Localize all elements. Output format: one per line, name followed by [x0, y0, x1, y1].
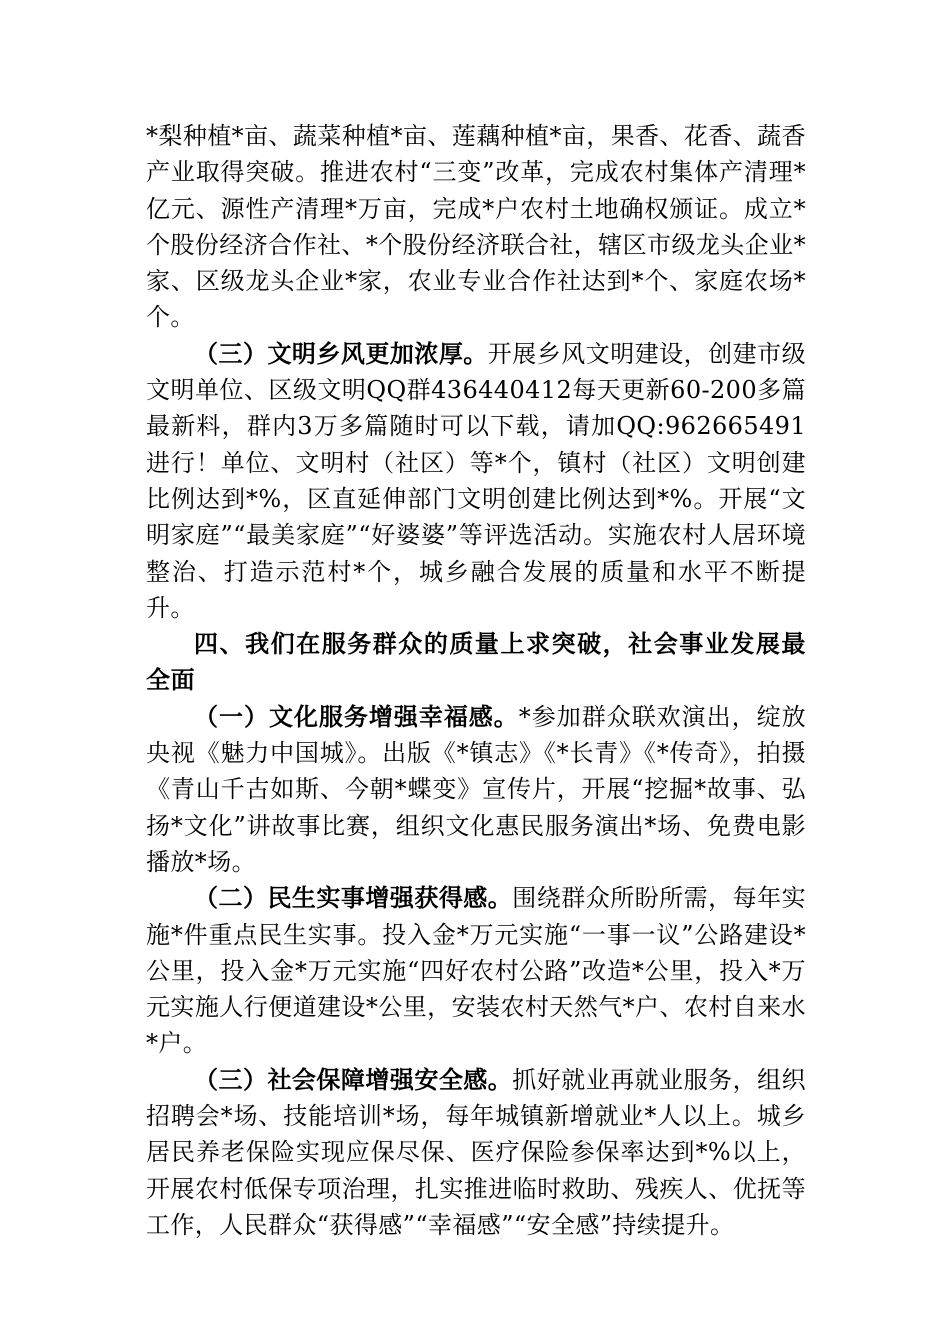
paragraph-livelihood	[146, 880, 806, 1061]
subheading-culture: （一）文化服务增强幸福感。	[194, 702, 519, 731]
paragraph-civilization-body: 开展乡风文明建设，创建市级文明单位、区级文明QQ群436440412每天更新60-200多篇最新料，群内3万多篇随时可以下载，请加QQ:962665491进行！单位、文明村（社区）等*个，镇村（社区）文明创建比例达到*%，区直延伸部门文明创建比例达到*%。开展“文明家庭”“最美家庭”“好婆婆”等评选活动。实施农村人居环境整治、打造示范村*个，城乡融合发展的质量和水平不断提升。	[146, 339, 806, 622]
paragraph-social-security-body: 抓好就业再就业服务，组织招聘会*场、技能培训*场，每年城镇新增就业*人以上。城乡居民养老保险实现应保尽保、医疗保险参保率达到*%以上，开展农村低保专项治理，扎实推进临时救助、残疾人、优抚等工作，人民群众“获得感”“幸福感”“安全感”持续提升。	[146, 1065, 806, 1239]
subheading-livelihood: （二）民生实事增强获得感。	[194, 884, 513, 913]
paragraph-agriculture: *梨种植*亩、蔬菜种植*亩、莲藕种植*亩，果香、花香、蔬香产业取得突破。推进农村“三变”改革，完成农村集体产清理*亿元、源性产清理*万亩，完成*户农村土地确权颁证。成立*个股份经济合作社、*个股份经济联合社，辖区市级龙头企业*家、区级龙头企业*家，农业专业合作社达到*个、家庭农场*个。	[146, 122, 806, 332]
section-heading-four: 四、我们在服务群众的质量上求突破，社会事业发展最全面	[146, 630, 806, 695]
paragraph-culture	[146, 699, 806, 880]
document-page	[146, 118, 806, 1243]
subheading-social-security: （三）社会保障增强安全感。	[194, 1065, 513, 1094]
paragraph-social-security	[146, 1062, 806, 1243]
subheading-civilization: （三）文明乡风更加浓厚。	[194, 339, 488, 368]
paragraph-culture-body: *参加群众联欢演出，绽放央视《魅力中国城》。出版《*镇志》《*长青》《*传奇》，拍摄《青山千古如斯、今朝*蝶变》宣传片，开展“挖掘*故事、弘扬*文化”讲故事比赛，组织文化惠民服务演出*场、免费电影播放*场。	[146, 702, 806, 876]
paragraph-livelihood-body: 围绕群众所盼所需，每年实施*件重点民生实事。投入金*万元实施“一事一议”公路建设*公里，投入金*万元实施“四好农村公路”改造*公里，投入*万元实施人行便道建设*公里，安装农村天然气*户、农村自来水*户。	[146, 884, 806, 1058]
paragraph-civilization	[146, 336, 806, 626]
